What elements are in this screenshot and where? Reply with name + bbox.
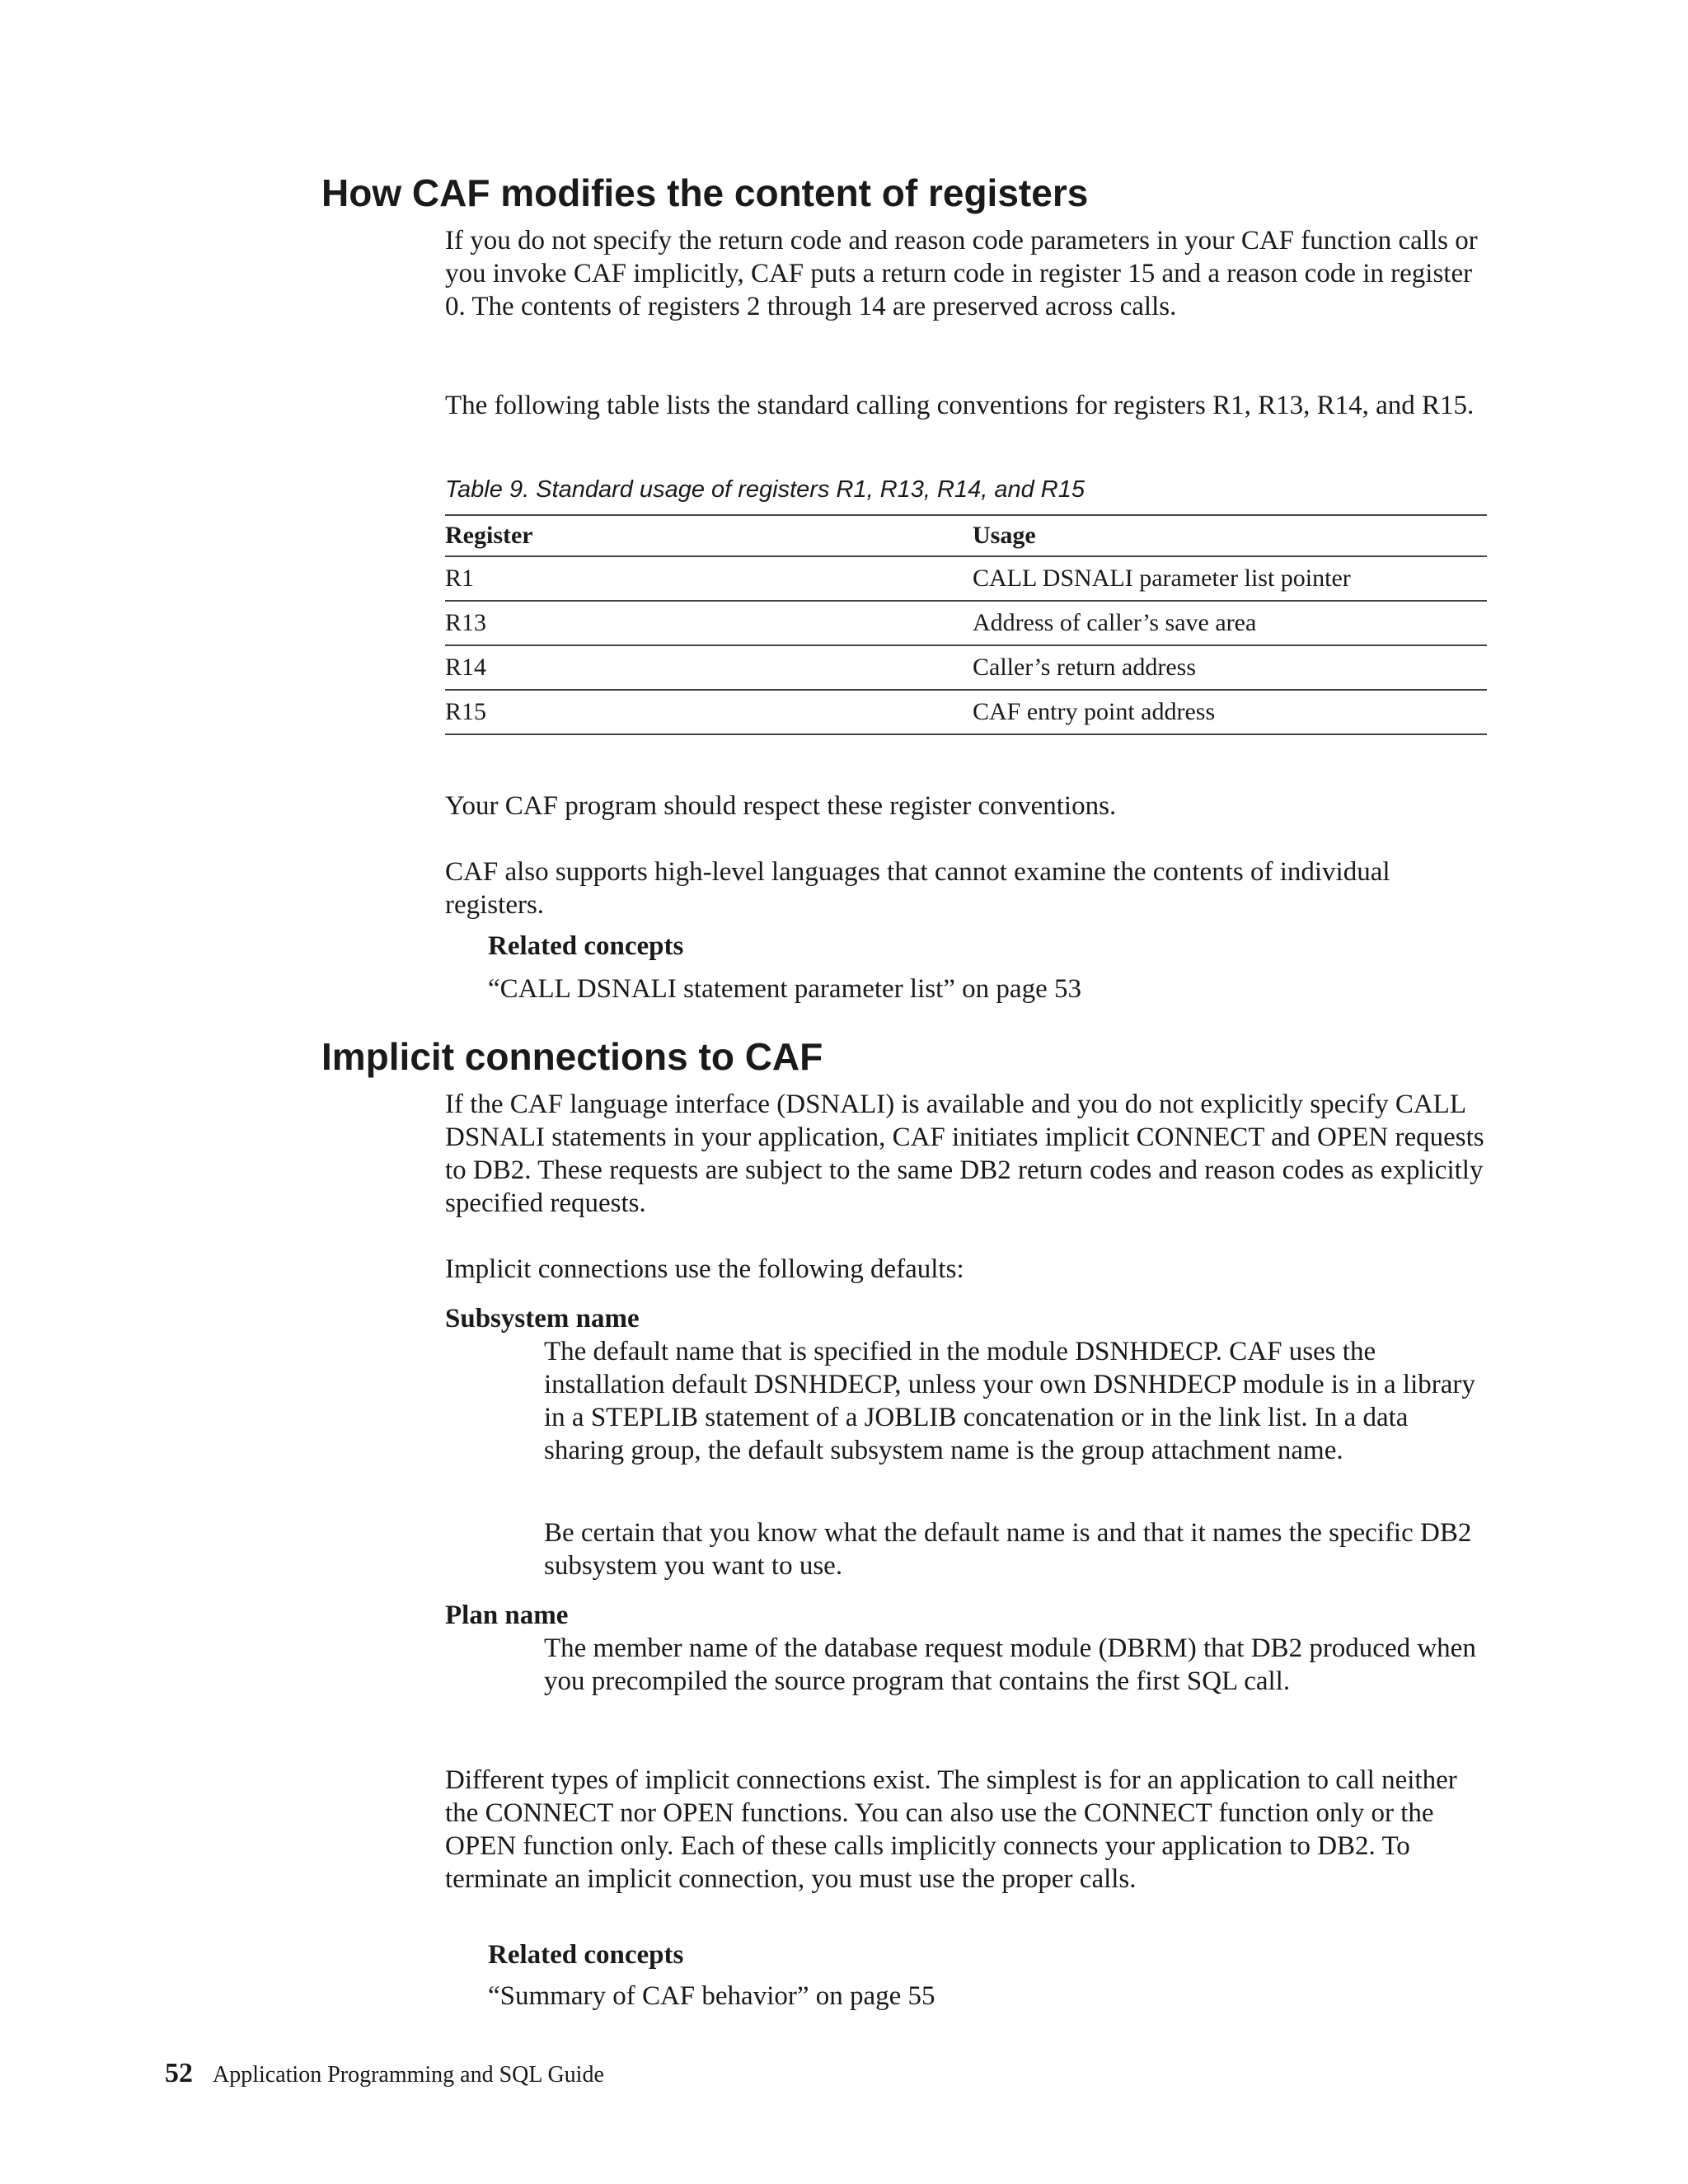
related-concepts-heading: Related concepts [488, 1940, 684, 1970]
register-cell: R1 [445, 556, 973, 601]
table-caption: Table 9. Standard usage of registers R1, R13, R14, and R15 [445, 476, 1085, 503]
usage-cell: Address of caller’s save area [973, 601, 1487, 645]
book-title: Application Programming and SQL Guide [213, 2062, 604, 2088]
register-usage-table [445, 514, 1487, 735]
related-concept-link[interactable]: “Summary of CAF behavior” on page 55 [488, 1981, 935, 2011]
definition-term-plan-name: Plan name [445, 1601, 569, 1630]
paragraph-high-level-languages: CAF also supports high-level languages that cannot examine the contents of individual registers. [445, 857, 1390, 920]
table-header-row [445, 515, 1487, 556]
register-cell: R14 [445, 645, 973, 690]
usage-cell: Caller’s return address [973, 645, 1487, 690]
table-row [445, 601, 1487, 645]
section-heading-registers: How CAF modifies the content of registers [321, 171, 1089, 214]
paragraph-implicit-intro: If the CAF language interface (DSNALI) is available and you do not explicitly specify CALL DSNALI statements in your application, CAF initiates implicit CONNECT and OPEN requests to DB2. These requests are subject to the same DB2 return codes and reason codes as explicitly specified requests. [445, 1090, 1484, 1218]
definition-plan-name: The member name of the database request module (DBRM) that DB2 produced when you precompiled the source program that contains the first SQL call. [544, 1633, 1476, 1696]
column-header-register: Register [445, 515, 973, 556]
table-row [445, 556, 1487, 601]
register-cell: R15 [445, 690, 973, 734]
definition-subsystem-name: The default name that is specified in the module DSNHDECP. CAF uses the installation default DSNHDECP, unless your own DSNHDECP module is in a library in a STEPLIB statement of a JOBLIB concatenation or in the link list. In a data sharing group, the default subsystem name is the group attachment name. [544, 1337, 1475, 1465]
table-row [445, 645, 1487, 690]
paragraph-respect-conventions: Your CAF program should respect these register conventions. [445, 791, 1117, 821]
related-concepts-heading: Related concepts [488, 931, 684, 961]
usage-cell: CALL DSNALI parameter list pointer [973, 556, 1487, 601]
usage-cell: CAF entry point address [973, 690, 1487, 734]
paragraph-return-codes: If you do not specify the return code and reason code parameters in your CAF function calls or you invoke CAF implicitly, CAF puts a return code in register 15 and a reason code in register 0. The contents of registers 2 through 14 are preserved across calls. [445, 226, 1478, 321]
paragraph-implicit-types: Different types of implicit connections exist. The simplest is for an application to call neither the CONNECT nor OPEN functions. You can also use the CONNECT function only or the OPEN function only. Each of these calls implicitly connects your application to DB2. To terminate an implicit connection, you must use the proper calls. [445, 1765, 1457, 1894]
definition-subsystem-note: Be certain that you know what the default name is and that it names the specific DB2 subsystem you want to use. [544, 1518, 1472, 1581]
section-heading-implicit-connections: Implicit connections to CAF [321, 1035, 823, 1078]
paragraph-table-intro: The following table lists the standard calling conventions for registers R1, R13, R14, and R15. [445, 391, 1475, 420]
paragraph-defaults-intro: Implicit connections use the following defaults: [445, 1254, 964, 1284]
column-header-usage: Usage [973, 515, 1487, 556]
table-row [445, 690, 1487, 734]
related-concept-link[interactable]: “CALL DSNALI statement parameter list” on page 53 [488, 974, 1081, 1004]
page-footer [165, 2057, 604, 2092]
register-cell: R13 [445, 601, 973, 645]
page-number: 52 [165, 2058, 193, 2088]
definition-term-subsystem-name: Subsystem name [445, 1304, 640, 1333]
